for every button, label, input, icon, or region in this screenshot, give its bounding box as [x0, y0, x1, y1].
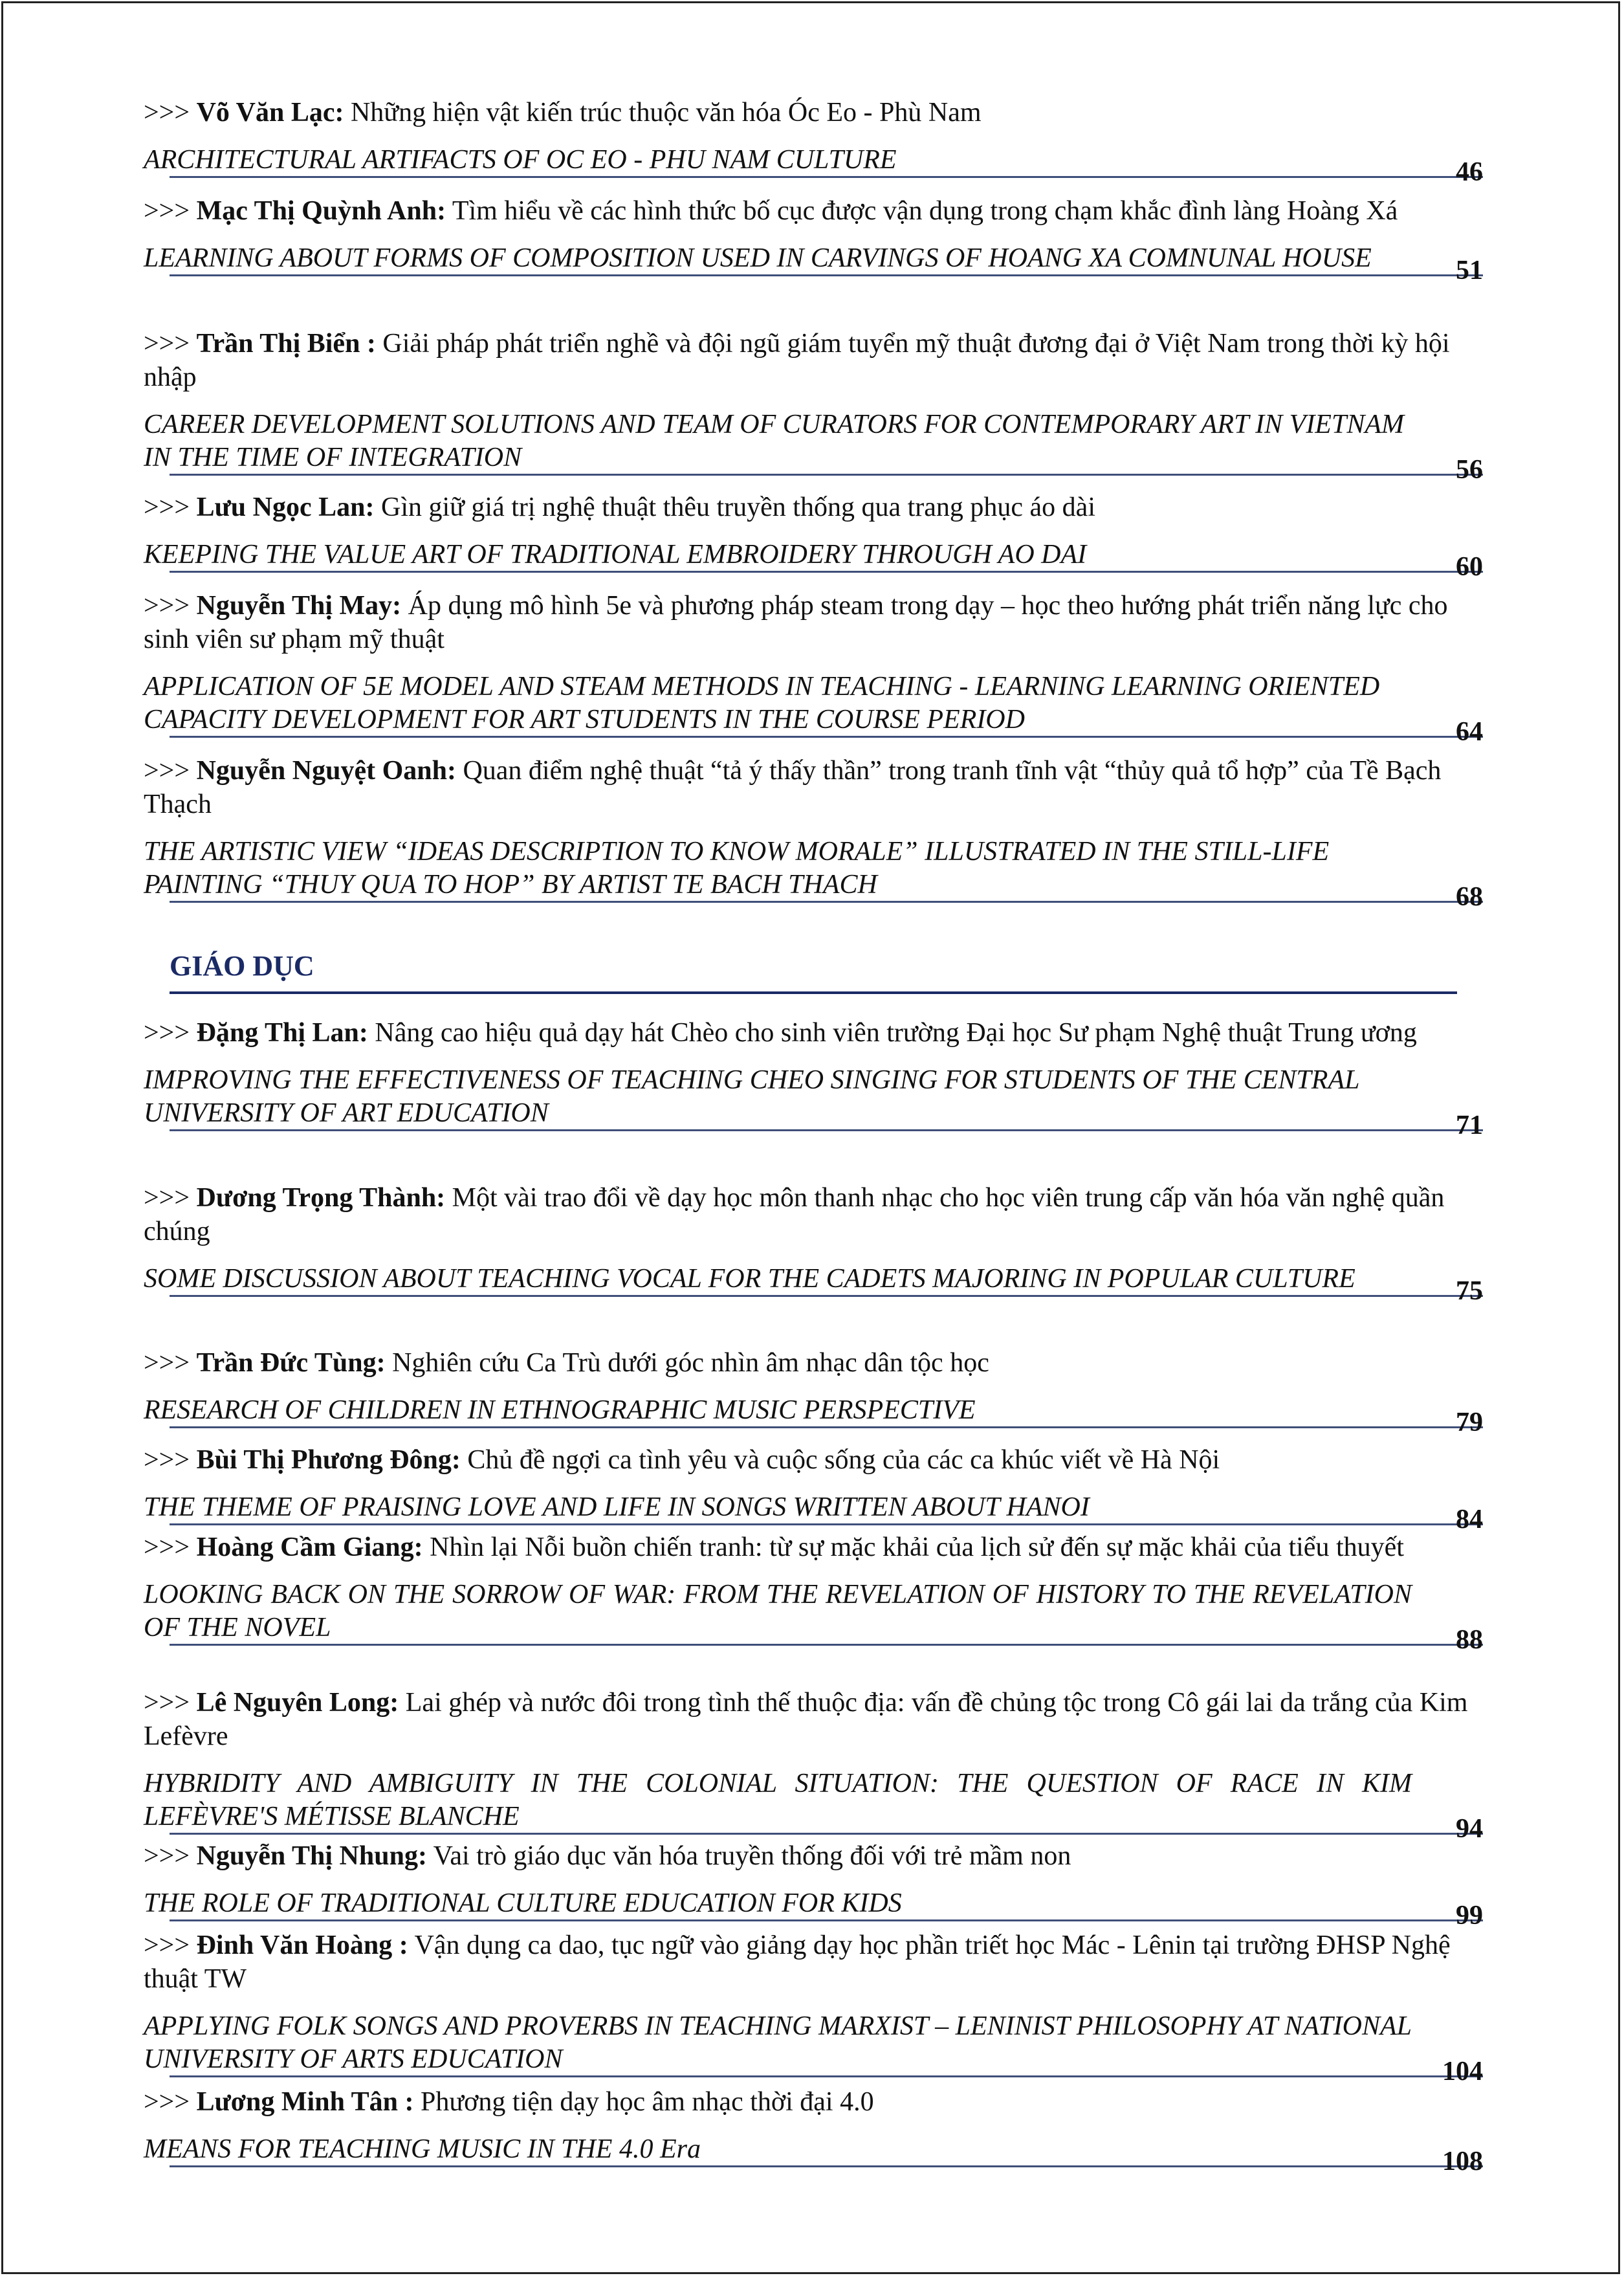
toc-entry[interactable]	[144, 1443, 1483, 1534]
entry-page-number: 68	[1456, 882, 1483, 912]
entry-title-en: APPLYING FOLK SONGS AND PROVERBS IN TEACHING MARXIST – LENINIST PHILOSOPHY AT NATIONAL UNIVERSITY OF ARTS EDUCATION 104	[144, 2011, 1483, 2086]
entry-underline	[170, 1833, 1483, 1835]
entry-title-en: LEARNING ABOUT FORMS OF COMPOSITION USED IN CARVINGS OF HOANG XA COMNUNAL HOUSE 51	[144, 243, 1483, 285]
entry-author: Trần Đức Tùng:	[196, 1348, 386, 1378]
toc-entry[interactable]	[144, 96, 1483, 187]
entry-underline	[170, 571, 1483, 573]
entry-title-en: APPLICATION OF 5E MODEL AND STEAM METHODS IN TEACHING - LEARNING LEARNING ORIENTED CAPACITY DEVELOPMENT FOR ART STUDENTS IN THE COURSE PERIOD 64	[144, 672, 1483, 747]
entry-vn-line: >>> Nguyễn Nguyệt Oanh: Quan điểm nghệ thuật “tả ý thấy thần” trong tranh tĩnh vật “thủy quả tổ hợp” của Tề Bạch Thạch	[144, 756, 1442, 819]
entry-title-vn: Quan điểm nghệ thuật “tả ý thấy thần” trong tranh tĩnh vật “thủy quả tổ hợp” của Tề Bạch Thạch	[144, 756, 1442, 819]
entry-page-number: 79	[1456, 1408, 1483, 1437]
toc-entry[interactable]	[144, 1929, 1483, 2086]
entry-vn-line: >>> Võ Văn Lạc: Những hiện vật kiến trúc thuộc văn hóa Óc Eo - Phù Nam	[144, 98, 982, 127]
entry-title-vn: Vận dụng ca dao, tục ngữ vào giảng dạy học phần triết học Mác - Lênin tại trường ĐHSP Nghệ thuật TW	[144, 1930, 1451, 1994]
entry-title-en: IMPROVING THE EFFECTIVENESS OF TEACHING CHEO SINGING FOR STUDENTS OF THE CENTRAL UNIVERSITY OF ART EDUCATION 71	[144, 1065, 1483, 1140]
entry-page-number: 108	[1442, 2147, 1483, 2176]
entry-title-vn: Chủ đề ngợi ca tình yêu và cuộc sống của các ca khúc viết về Hà Nội	[460, 1445, 1220, 1475]
entry-underline	[170, 901, 1483, 903]
entry-title-en: THE ROLE OF TRADITIONAL CULTURE EDUCATION FOR KIDS 99	[144, 1888, 1483, 1930]
toc-entry[interactable]	[144, 589, 1483, 747]
entry-underline	[170, 1129, 1483, 1131]
section-title: GIÁO DỤC	[170, 950, 314, 982]
toc-entry[interactable]	[144, 491, 1483, 582]
entry-page-number: 56	[1456, 455, 1483, 485]
entry-title-en: SOME DISCUSSION ABOUT TEACHING VOCAL FOR THE CADETS MAJORING IN POPULAR CULTURE 75	[144, 1264, 1483, 1306]
entry-page-number: 94	[1456, 1814, 1483, 1844]
entry-author: Hoàng Cầm Giang:	[196, 1532, 423, 1562]
entry-title-vn: Gìn giữ giá trị nghệ thuật thêu truyền thống qua trang phục áo dài	[374, 492, 1095, 522]
entry-author: Dương Trọng Thành:	[196, 1183, 446, 1213]
entry-title-vn: Vai trò giáo dục văn hóa truyền thống đối với trẻ mầm non	[426, 1841, 1071, 1871]
entry-title-en: MEANS FOR TEACHING MUSIC IN THE 4.0 Era 108	[144, 2134, 1483, 2176]
entry-author: Lê Nguyên Long:	[196, 1688, 399, 1718]
entry-underline	[170, 1426, 1483, 1428]
entry-page-number: 64	[1456, 717, 1483, 747]
entry-author: Lương Minh Tân :	[196, 2087, 414, 2117]
entry-underline	[170, 474, 1483, 476]
entry-title-en: ARCHITECTURAL ARTIFACTS OF OC EO - PHU NAM CULTURE 46	[144, 145, 1483, 187]
entry-title-vn: Một vài trao đổi về dạy học môn thanh nhạc cho học viên trung cấp văn hóa văn nghệ quần chúng	[144, 1183, 1445, 1246]
entry-title-en: THE ARTISTIC VIEW “IDEAS DESCRIPTION TO KNOW MORALE” ILLUSTRATED IN THE STILL-LIFE PAINTING “THUY QUA TO HOP” BY ARTIST TE BACH THACH 68	[144, 837, 1483, 912]
entry-underline	[170, 1523, 1483, 1525]
entry-title-vn: Nâng cao hiệu quả dạy hát Chèo cho sinh viên trường Đại học Sư phạm Nghệ thuật Trung ương	[368, 1018, 1417, 1048]
entry-underline	[170, 2165, 1483, 2167]
entry-author: Nguyễn Thị May:	[196, 591, 402, 621]
entry-author: Trần Thị Biển :	[196, 329, 376, 359]
entry-vn-line: >>> Nguyễn Thị May: Áp dụng mô hình 5e và phương pháp steam trong dạy – học theo hướng phát triển năng lực cho sinh viên sư phạm mỹ thuật	[144, 591, 1448, 654]
entry-title-en: CAREER DEVELOPMENT SOLUTIONS AND TEAM OF CURATORS FOR CONTEMPORARY ART IN VIETNAM IN THE TIME OF INTEGRATION 56	[144, 410, 1483, 485]
entry-title-en: KEEPING THE VALUE ART OF TRADITIONAL EMBROIDERY THROUGH AO DAI 60	[144, 540, 1483, 582]
entry-vn-line: >>> Trần Đức Tùng: Nghiên cứu Ca Trù dưới góc nhìn âm nhạc dân tộc học	[144, 1348, 989, 1378]
entry-vn-line: >>> Đặng Thị Lan: Nâng cao hiệu quả dạy hát Chèo cho sinh viên trường Đại học Sư phạm Nghệ thuật Trung ương	[144, 1018, 1417, 1048]
entry-title-vn: Áp dụng mô hình 5e và phương pháp steam trong dạy – học theo hướng phát triển năng lực cho sinh viên sư phạm mỹ thuật	[144, 591, 1448, 654]
entry-title-en: LOOKING BACK ON THE SORROW OF WAR: FROM THE REVELATION OF HISTORY TO THE REVELATION OF THE NOVEL 88	[144, 1580, 1483, 1655]
entry-title-vn: Phương tiện dạy học âm nhạc thời đại 4.0	[413, 2087, 874, 2117]
entry-page-number: 60	[1456, 552, 1483, 582]
entry-vn-line: >>> Lưu Ngọc Lan: Gìn giữ giá trị nghệ thuật thêu truyền thống qua trang phục áo dài	[144, 492, 1095, 522]
entry-title-vn: Lai ghép và nước đôi trong tình thế thuộc địa: vấn đề chủng tộc trong Cô gái lai da trắng của Kim Lefèvre	[144, 1688, 1468, 1751]
entry-vn-line: >>> Hoàng Cầm Giang: Nhìn lại Nỗi buồn chiến tranh: từ sự mặc khải của lịch sử đến sự mặc khải của tiểu thuyết	[144, 1532, 1404, 1562]
toc-entry[interactable]	[144, 1839, 1483, 1930]
toc-entry[interactable]	[144, 1346, 1483, 1437]
section-underline	[170, 991, 1457, 994]
entry-title-vn: Nhìn lại Nỗi buồn chiến tranh: từ sự mặc khải của lịch sử đến sự mặc khải của tiểu thuyết	[422, 1532, 1404, 1562]
entry-title-en: HYBRIDITY AND AMBIGUITY IN THE COLONIAL SITUATION: THE QUESTION OF RACE IN KIM LEFÈVRE'S MÉTISSE BLANCHE 94	[144, 1769, 1483, 1844]
entry-title-en: RESEARCH OF CHILDREN IN ETHNOGRAPHIC MUSIC PERSPECTIVE 79	[144, 1395, 1483, 1437]
entry-author: Võ Văn Lạc:	[196, 98, 344, 127]
entry-underline	[170, 1644, 1483, 1646]
toc-entry[interactable]	[144, 754, 1483, 912]
entry-vn-line: >>> Lê Nguyên Long: Lai ghép và nước đôi trong tình thế thuộc địa: vấn đề chủng tộc trong Cô gái lai da trắng của Kim Lefèvre	[144, 1688, 1468, 1751]
toc-entry[interactable]	[144, 1181, 1483, 1306]
entry-vn-line: >>> Nguyễn Thị Nhung: Vai trò giáo dục văn hóa truyền thống đối với trẻ mầm non	[144, 1841, 1071, 1871]
entry-page-number: 75	[1456, 1276, 1483, 1306]
entry-page-number: 46	[1456, 157, 1483, 187]
entry-page-number: 71	[1456, 1111, 1483, 1140]
entry-underline	[170, 1295, 1483, 1297]
entry-page-number: 88	[1456, 1625, 1483, 1655]
entry-underline	[170, 1919, 1483, 1921]
toc-entry[interactable]	[144, 2085, 1483, 2176]
entry-author: Đặng Thị Lan:	[196, 1018, 368, 1048]
toc-entry[interactable]	[144, 1686, 1483, 1844]
entry-author: Nguyễn Nguyệt Oanh:	[196, 756, 456, 786]
entry-title-en: THE THEME OF PRAISING LOVE AND LIFE IN SONGS WRITTEN ABOUT HANOI 84	[144, 1492, 1483, 1534]
entry-title-vn: Tìm hiểu về các hình thức bố cục được vận dụng trong chạm khắc đình làng Hoàng Xá	[446, 196, 1398, 226]
entry-author: Nguyễn Thị Nhung:	[196, 1841, 427, 1871]
entry-vn-line: >>> Đinh Văn Hoàng : Vận dụng ca dao, tục ngữ vào giảng dạy học phần triết học Mác - Lênin tại trường ĐHSP Nghệ thuật TW	[144, 1930, 1451, 1994]
entry-vn-line: >>> Mạc Thị Quỳnh Anh: Tìm hiểu về các hình thức bố cục được vận dụng trong chạm khắc đình làng Hoàng Xá	[144, 196, 1398, 226]
entry-author: Bùi Thị Phương Đông:	[196, 1445, 461, 1475]
entry-author: Mạc Thị Quỳnh Anh:	[196, 196, 446, 226]
toc-entry[interactable]	[144, 1016, 1483, 1140]
section-heading	[170, 950, 1457, 994]
entry-page-number: 104	[1442, 2057, 1483, 2086]
entry-author: Lưu Ngọc Lan:	[196, 492, 375, 522]
entry-underline	[170, 176, 1483, 178]
entry-author: Đinh Văn Hoàng :	[196, 1930, 408, 1960]
entry-page-number: 99	[1456, 1901, 1483, 1930]
entry-vn-line: >>> Bùi Thị Phương Đông: Chủ đề ngợi ca tình yêu và cuộc sống của các ca khúc viết về Hà Nội	[144, 1445, 1220, 1475]
entry-vn-line: >>> Dương Trọng Thành: Một vài trao đổi về dạy học môn thanh nhạc cho học viên trung cấp văn hóa văn nghệ quần chúng	[144, 1183, 1445, 1246]
entry-title-vn: Những hiện vật kiến trúc thuộc văn hóa Óc Eo - Phù Nam	[344, 98, 982, 127]
entry-underline	[170, 274, 1483, 276]
toc-entry[interactable]	[144, 194, 1483, 285]
entry-page-number: 51	[1456, 256, 1483, 285]
entry-vn-line: >>> Trần Thị Biển : Giải pháp phát triển nghề và đội ngũ giám tuyển mỹ thuật đương đại ở Việt Nam trong thời kỳ hội nhập	[144, 329, 1450, 392]
entry-title-vn: Giải pháp phát triển nghề và đội ngũ giám tuyển mỹ thuật đương đại ở Việt Nam trong thời kỳ hội nhập	[144, 329, 1450, 392]
toc-entry[interactable]	[144, 1531, 1483, 1655]
entry-title-vn: Nghiên cứu Ca Trù dưới góc nhìn âm nhạc dân tộc học	[385, 1348, 989, 1378]
entry-page-number: 84	[1456, 1505, 1483, 1534]
entry-underline	[170, 736, 1483, 738]
entry-vn-line: >>> Lương Minh Tân : Phương tiện dạy học âm nhạc thời đại 4.0	[144, 2087, 874, 2117]
entry-underline	[170, 2075, 1483, 2077]
toc-entry[interactable]	[144, 327, 1483, 485]
